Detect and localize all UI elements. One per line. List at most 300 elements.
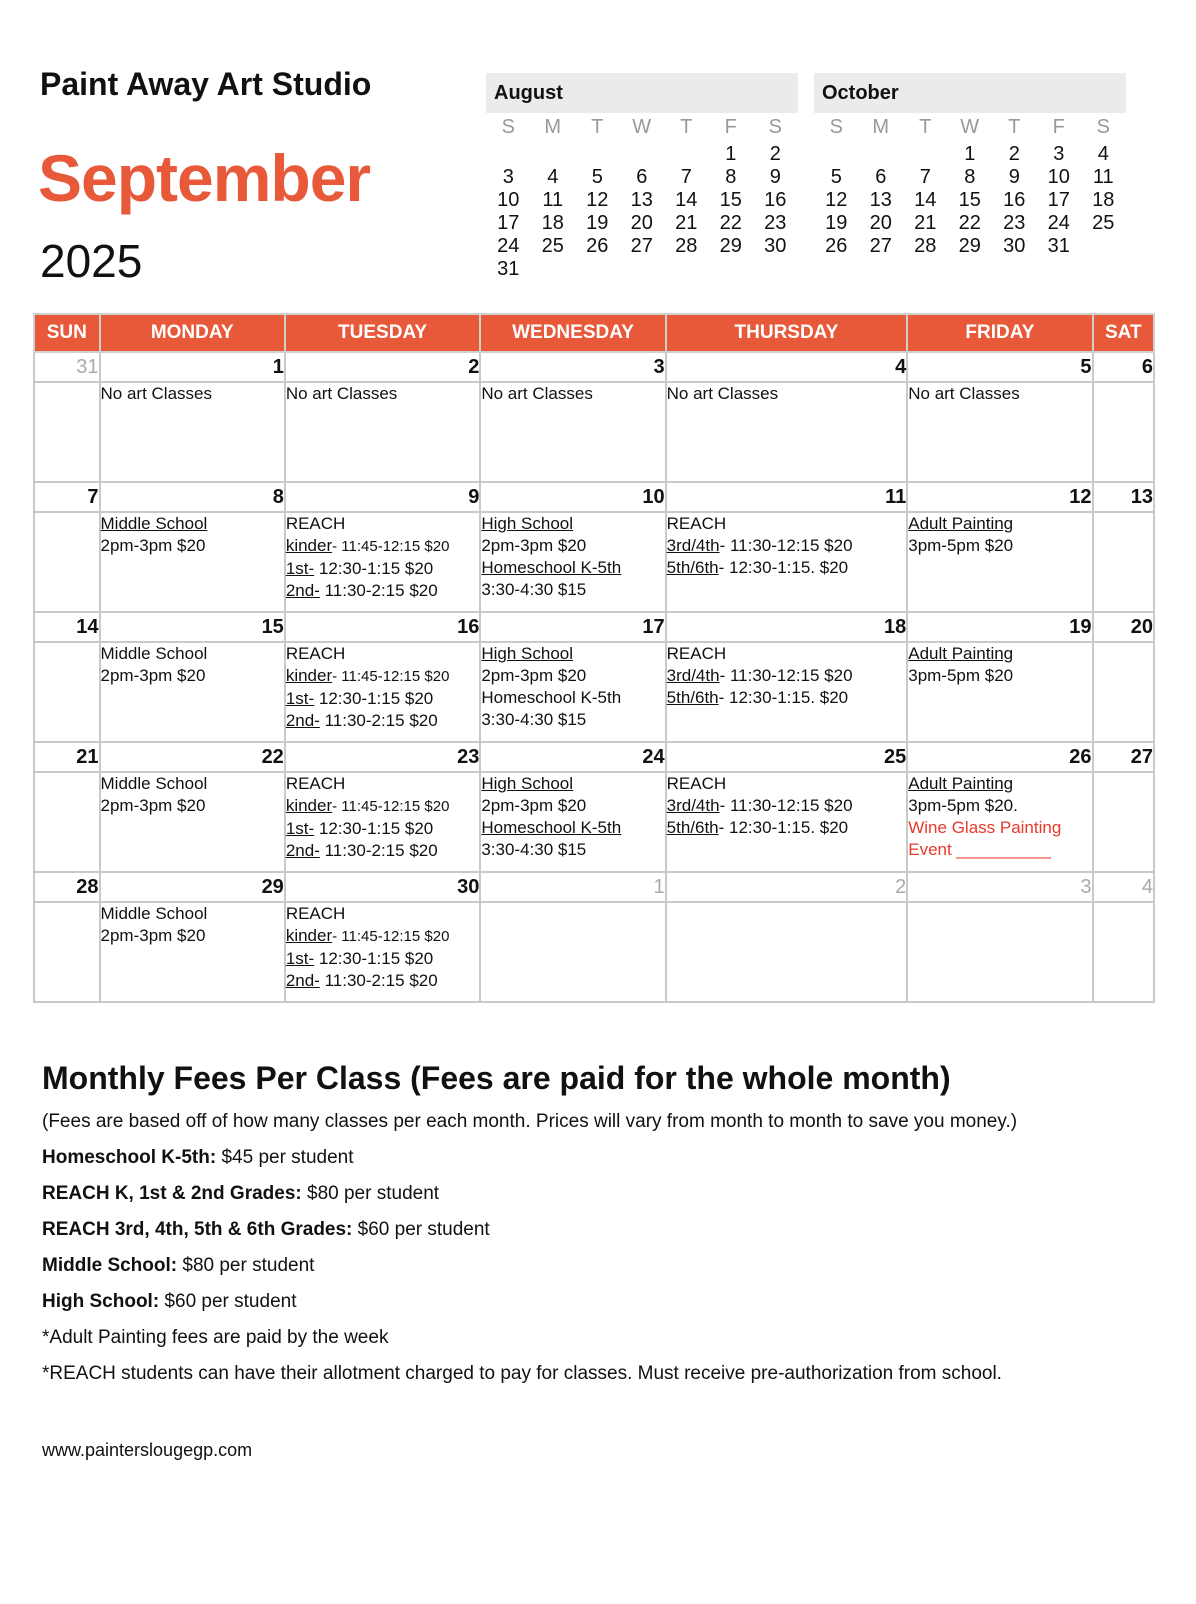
class-label: 1st- [285,559,315,578]
day-cell [666,382,908,482]
class-detail: Event __________ [908,840,1051,859]
class-detail: 11:30-2:15 $20 [319,711,438,730]
mini-day: 5 [591,166,603,188]
class-entry [481,665,664,687]
day-number: 2 [666,872,908,902]
day-cell [100,642,285,742]
day-number: 17 [480,612,665,642]
class-label: 1st- [285,949,315,968]
mini-day: 9 [769,166,781,188]
day-cell [666,642,908,742]
mini-day: 5 [830,166,842,188]
day-number: 1 [100,352,285,382]
mini-day: 11 [542,189,564,211]
day-cell [480,902,665,1002]
class-detail: REACH [285,774,346,793]
mini-day: 19 [825,212,848,234]
class-label: 1st- [285,819,315,838]
mini-calendar-title: October [814,73,1126,113]
mini-calendar-title: August [486,73,798,113]
day-number: 2 [285,352,481,382]
day-number: 16 [285,612,481,642]
class-detail: 3pm-5pm $20 [908,536,1014,555]
class-detail: 3pm-5pm $20 [908,666,1014,685]
class-entry [286,580,480,602]
mini-day: 21 [914,212,937,234]
class-entry [481,535,664,557]
mini-day: 29 [958,235,981,257]
mini-calendar-october [814,73,1126,258]
day-number: 5 [907,352,1092,382]
mini-day: 6 [875,166,887,188]
mini-day: 27 [869,235,892,257]
week-number-row [34,482,1154,512]
day-number: 23 [285,742,481,772]
day-cell [666,512,908,612]
class-label: 5th/6th [666,818,719,837]
week-content-row [34,642,1154,742]
day-cell [285,902,481,1002]
day-cell [1093,772,1154,872]
fee-item [42,1145,1152,1181]
class-detail: REACH [285,514,346,533]
class-label: 2nd- [285,581,320,600]
class-detail: 3:30-4:30 $15 [481,840,587,859]
day-cell [34,772,100,872]
mini-day: 28 [914,235,937,257]
mini-weekday-label: W [960,116,980,138]
class-entry [101,535,284,557]
day-number: 27 [1093,742,1154,772]
day-cell [1093,642,1154,742]
mini-day: 30 [764,235,787,257]
fees-section [42,1060,1152,1397]
mini-day: 10 [497,189,520,211]
day-number: 26 [907,742,1092,772]
class-entry [286,925,480,948]
class-entry [286,818,480,840]
class-entry [481,795,664,817]
class-label: Homeschool K-5th [481,558,622,577]
day-cell [1093,902,1154,1002]
class-entry [667,773,907,795]
mini-day: 14 [675,189,698,211]
day-cell [285,772,481,872]
fee-footnote: *REACH students can have their allotment charged to pay for classes. Must receive pre-authorization from school. [42,1363,1002,1384]
class-detail: - 11:45-12:15 $20 [332,538,450,555]
mini-day: 24 [497,235,520,257]
mini-day: 16 [764,189,787,211]
year-title: 2025 [40,235,143,287]
class-entry [667,557,907,579]
weekday-header: WEDNESDAY [480,314,665,352]
class-entry [286,970,480,992]
class-label: Adult Painting [908,514,1014,533]
class-entry [286,773,480,795]
class-entry [667,665,907,687]
mini-day [814,143,859,166]
fee-value: $60 per student [352,1219,490,1240]
class-entry [908,839,1091,861]
fee-item [42,1181,1152,1217]
mini-weekday-label: S [501,116,515,138]
day-number: 19 [907,612,1092,642]
mini-day: 25 [541,235,564,257]
class-entry [101,383,284,405]
mini-day: 15 [719,189,742,211]
mini-day: 12 [586,189,609,211]
class-detail: 11:30-2:15 $20 [319,971,438,990]
class-entry [101,513,284,535]
class-detail: REACH [285,904,346,923]
class-label: kinder [285,666,333,685]
weekday-header: TUESDAY [285,314,481,352]
mini-day: 4 [547,166,559,188]
fees-note: (Fees are based off of how many classes per each month. Prices will vary from month to month to save you money.) [42,1111,1018,1132]
mini-day [664,143,709,166]
mini-day: 15 [958,189,981,211]
class-entry [667,383,907,405]
class-detail: 2pm-3pm $20 [100,666,206,685]
class-entry [667,643,907,665]
day-cell [100,512,285,612]
day-number: 15 [100,612,285,642]
weekday-header: SUN [34,314,100,352]
day-cell [1093,382,1154,482]
week-number-row [34,872,1154,902]
week-content-row [34,512,1154,612]
mini-weekday-label: M [872,116,890,138]
class-detail: REACH [666,774,727,793]
website-link[interactable]: www.painterslougegp.com [42,1440,253,1460]
mini-day: 17 [497,212,520,234]
mini-day: 20 [869,212,892,234]
mini-weekday-label: S [1096,116,1110,138]
class-detail: 2pm-3pm $20 [481,796,587,815]
fee-item [42,1253,1152,1289]
day-cell [907,772,1092,872]
fee-label: Homeschool K-5th: [42,1147,217,1168]
class-entry [101,773,284,795]
weekday-header: FRIDAY [907,314,1092,352]
mini-day: 18 [541,212,564,234]
day-cell [100,772,285,872]
day-number: 22 [100,742,285,772]
mini-day: 2 [769,143,781,165]
class-entry [481,513,664,535]
class-entry [286,688,480,710]
class-detail: REACH [666,514,727,533]
day-cell [480,382,665,482]
mini-day: 3 [502,166,514,188]
class-label: Adult Painting [908,774,1014,793]
mini-day: 30 [1003,235,1026,257]
mini-day: 3 [1053,143,1065,165]
class-detail: REACH [666,644,727,663]
month-title: September [38,141,371,215]
class-detail: - 12:30-1:15. $20 [718,558,849,577]
class-entry [101,925,284,947]
mini-day: 25 [1092,212,1115,234]
fee-item [42,1289,1152,1325]
class-entry [286,513,480,535]
class-detail: 12:30-1:15 $20 [314,559,434,578]
class-detail: - 11:45-12:15 $20 [332,798,450,815]
fee-value: $45 per student [216,1147,354,1168]
class-label: 5th/6th [666,558,719,577]
fee-value: $80 per student [301,1183,440,1204]
class-detail: 12:30-1:15 $20 [314,949,434,968]
class-entry [286,535,480,558]
day-number: 13 [1093,482,1154,512]
mini-weekday-label: S [768,116,782,138]
day-cell [1093,512,1154,612]
class-detail: 3:30-4:30 $15 [481,710,587,729]
class-detail: 2pm-3pm $20 [100,926,206,945]
day-cell [285,512,481,612]
day-number: 8 [100,482,285,512]
class-entry [908,665,1091,687]
class-label: 1st- [285,689,315,708]
class-detail: Middle School [100,904,208,923]
class-entry [286,795,480,818]
fee-footnote: *Adult Painting fees are paid by the week [42,1327,389,1348]
weekday-header: MONDAY [100,314,285,352]
class-entry [481,817,664,839]
class-entry [908,817,1091,839]
day-cell [34,902,100,1002]
class-detail: 2pm-3pm $20 [481,666,587,685]
class-detail: REACH [285,644,346,663]
class-entry [101,903,284,925]
fee-value: $80 per student [177,1255,315,1276]
class-label: High School [481,774,574,793]
class-detail: Wine Glass Painting [908,818,1062,837]
day-cell [34,642,100,742]
mini-day: 17 [1047,189,1070,211]
mini-weekday-label: S [829,116,843,138]
mini-weekday-label: T [680,116,693,138]
day-number: 7 [34,482,100,512]
class-entry [101,665,284,687]
class-label: 2nd- [285,711,320,730]
class-detail: - 11:45-12:15 $20 [332,668,450,685]
class-entry [481,839,664,861]
class-entry [667,687,907,709]
fee-value: $60 per student [159,1291,297,1312]
class-detail: 2pm-3pm $20 [481,536,587,555]
day-cell [34,382,100,482]
mini-day: 18 [1092,189,1115,211]
day-cell [907,512,1092,612]
day-number: 11 [666,482,908,512]
day-number: 30 [285,872,481,902]
mini-day: 22 [958,212,981,234]
class-label: 3rd/4th [666,796,720,815]
day-cell [907,382,1092,482]
class-label: 3rd/4th [666,666,720,685]
mini-weekday-label: T [591,116,604,138]
class-detail: No art Classes [481,384,593,403]
class-entry [286,665,480,688]
mini-day [859,143,904,166]
class-entry [481,383,664,405]
class-entry [908,773,1091,795]
month-calendar [33,313,1155,1003]
class-detail: 11:30-2:15 $20 [319,841,438,860]
mini-day [531,143,576,166]
day-number: 12 [907,482,1092,512]
mini-weekday-label: F [1052,116,1065,138]
day-cell [666,902,908,1002]
class-label: kinder [285,796,333,815]
class-detail: - 12:30-1:15. $20 [718,688,849,707]
class-entry [101,643,284,665]
class-label: kinder [285,536,333,555]
class-detail: 11:30-2:15 $20 [319,581,438,600]
class-entry [286,948,480,970]
week-number-row [34,742,1154,772]
day-number: 21 [34,742,100,772]
day-number: 18 [666,612,908,642]
mini-weekday-label: T [919,116,932,138]
class-label: High School [481,514,574,533]
class-entry [908,383,1091,405]
class-entry [286,558,480,580]
week-content-row [34,902,1154,1002]
mini-day [620,143,665,166]
class-detail: - 12:30-1:15. $20 [718,818,849,837]
class-entry [481,557,664,579]
day-cell [285,382,481,482]
class-entry [908,513,1091,535]
class-label: 5th/6th [666,688,719,707]
mini-calendar-grid [814,113,1126,258]
class-label: 3rd/4th [666,536,720,555]
fee-label: REACH K, 1st & 2nd Grades: [42,1183,302,1204]
week-number-row [34,352,1154,382]
mini-day: 8 [725,166,737,188]
week-content-row [34,382,1154,482]
mini-day: 13 [630,189,653,211]
class-detail: - 11:30-12:15 $20 [719,666,853,685]
mini-day: 23 [1003,212,1026,234]
day-cell [480,512,665,612]
mini-day: 19 [586,212,609,234]
day-number: 3 [907,872,1092,902]
week-number-row [34,612,1154,642]
class-detail: - 11:30-12:15 $20 [719,796,853,815]
class-detail: No art Classes [285,384,398,403]
mini-day: 20 [630,212,653,234]
class-label: High School [481,644,574,663]
mini-day: 26 [586,235,609,257]
class-detail: 3:30-4:30 $15 [481,580,587,599]
class-detail: No art Classes [100,384,212,403]
day-cell [285,642,481,742]
day-cell [480,642,665,742]
mini-weekday-label: F [724,116,737,138]
mini-day: 31 [1047,235,1070,257]
mini-day: 26 [825,235,848,257]
class-detail: - 11:30-12:15 $20 [719,536,853,555]
day-number: 31 [34,352,100,382]
class-entry [667,535,907,557]
mini-day: 6 [636,166,648,188]
class-entry [286,383,480,405]
day-cell [907,642,1092,742]
day-number: 3 [480,352,665,382]
class-detail: 2pm-3pm $20 [100,796,206,815]
mini-day [903,143,948,166]
mini-day: 29 [719,235,742,257]
mini-day: 7 [680,166,692,188]
day-number: 29 [100,872,285,902]
fee-label: REACH 3rd, 4th, 5th & 6th Grades: [42,1219,353,1240]
day-cell [480,772,665,872]
fee-label: High School: [42,1291,160,1312]
mini-day: 1 [725,143,737,165]
mini-day: 7 [919,166,931,188]
mini-day [575,143,620,166]
class-detail: Homeschool K-5th [481,688,622,707]
week-content-row [34,772,1154,872]
mini-day: 10 [1047,166,1070,188]
mini-day: 16 [1003,189,1026,211]
day-cell [100,902,285,1002]
mini-day: 12 [825,189,848,211]
mini-day: 13 [869,189,892,211]
class-label: kinder [285,926,333,945]
fee-item [42,1217,1152,1253]
day-number: 20 [1093,612,1154,642]
class-entry [481,773,664,795]
day-number: 4 [666,352,908,382]
day-number: 14 [34,612,100,642]
mini-day: 24 [1047,212,1070,234]
day-number: 1 [480,872,665,902]
class-detail: No art Classes [666,384,779,403]
class-detail: 2pm-3pm $20 [100,536,206,555]
class-entry [286,903,480,925]
class-label: 2nd- [285,971,320,990]
class-entry [481,709,664,731]
mini-day: 21 [675,212,698,234]
fees-title: Monthly Fees Per Class (Fees are paid for the whole month) [42,1060,951,1096]
mini-day: 8 [964,166,976,188]
mini-day: 28 [675,235,698,257]
mini-weekday-label: T [1008,116,1021,138]
day-number: 9 [285,482,481,512]
mini-day: 23 [764,212,787,234]
class-entry [667,817,907,839]
mini-weekday-label: W [632,116,652,138]
class-entry [481,643,664,665]
mini-day: 27 [630,235,653,257]
class-entry [101,795,284,817]
mini-day: 2 [1008,143,1020,165]
class-detail: - 11:45-12:15 $20 [332,928,450,945]
mini-day: 4 [1097,143,1109,165]
class-entry [908,643,1091,665]
day-cell [100,382,285,482]
class-detail: 3pm-5pm $20. [908,796,1018,815]
mini-day [486,143,531,166]
day-cell [907,902,1092,1002]
day-number: 4 [1093,872,1154,902]
mini-day: 1 [964,143,976,165]
day-number: 24 [480,742,665,772]
